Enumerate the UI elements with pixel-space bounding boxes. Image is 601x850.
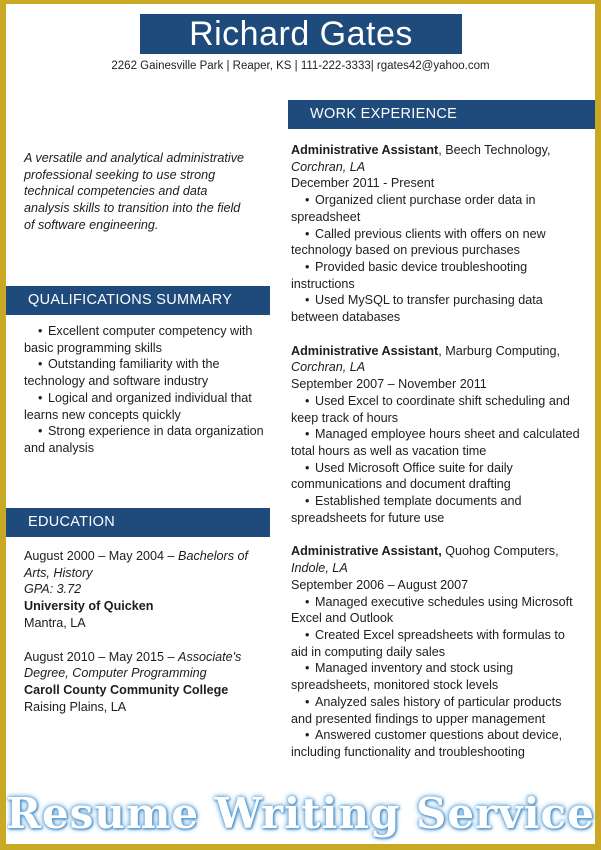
job-dates: December 2011 - Present — [291, 176, 435, 191]
list-item: • Strong experience in data organization and analysis — [24, 423, 274, 456]
job-role: Administrative Assistant, — [291, 544, 442, 559]
list-item: • Used Excel to coordinate shift scheduling and keep track of hours — [291, 393, 581, 426]
education-location: Raising Plains, LA — [24, 699, 127, 714]
qualifications-list — [24, 323, 274, 457]
job-location: Corchran, LA — [291, 159, 366, 174]
list-item: • Managed employee hours sheet and calculated total hours as well as vacation time — [291, 426, 581, 459]
job-role: Administrative Assistant — [291, 343, 439, 358]
list-item: • Analyzed sales history of particular products and presented findings to upper management — [291, 694, 581, 727]
education-dates: August 2010 – May 2015 – — [24, 649, 179, 664]
list-item: • Managed inventory and stock using spreadsheets, monitored stock levels — [291, 660, 581, 693]
education-degree: Bachelors of Arts, History — [24, 549, 249, 580]
education-entry — [24, 548, 274, 632]
watermark-text: Resume Writing Service — [6, 789, 595, 838]
job-company: , Marburg Computing, — [438, 343, 560, 358]
education-gpa: GPA: 3.72 — [24, 582, 82, 597]
list-item: • Created Excel spreadsheets with formulas to aid in computing daily sales — [291, 627, 581, 660]
job-entry — [291, 343, 581, 527]
job-location: Corchran, LA — [291, 360, 366, 375]
education-school: Caroll County Community College — [24, 682, 229, 697]
job-company: , Beech Technology, — [438, 143, 551, 157]
summary-text: A versatile and analytical administrative professional seeking to use strong technical competencies and data analysis skills to transition into the field of software engineering. — [24, 151, 245, 232]
list-item: • Used Microsoft Office suite for daily communications and document drafting — [291, 460, 581, 493]
job-entry — [291, 543, 581, 760]
list-item: • Outstanding familiarity with the technology and software industry — [24, 356, 274, 389]
name-banner: Richard Gates — [140, 14, 462, 54]
education-location: Mantra, LA — [24, 615, 86, 630]
work-heading: WORK EXPERIENCE — [288, 100, 595, 129]
job-dates: September 2006 – August 2007 — [291, 577, 469, 592]
resume-page — [6, 4, 595, 844]
job-entry — [291, 142, 581, 326]
job-location: Indole, LA — [291, 561, 348, 576]
list-item: • Logical and organized individual that learns new concepts quickly — [24, 390, 274, 423]
list-item: • Provided basic device troubleshooting instructions — [291, 259, 581, 292]
list-item: • Used MySQL to transfer purchasing data between databases — [291, 292, 581, 325]
education-dates: August 2000 – May 2004 – — [24, 549, 179, 563]
list-item: • Managed executive schedules using Microsoft Excel and Outlook — [291, 594, 581, 627]
list-item: • Answered customer questions about device, including functionality and troubleshooting — [291, 727, 581, 760]
education-school: University of Quicken — [24, 599, 154, 614]
job-dates: September 2007 – November 2011 — [291, 377, 487, 392]
education-heading: EDUCATION — [6, 508, 270, 537]
qualifications-heading: QUALIFICATIONS SUMMARY — [6, 286, 270, 315]
work-list — [291, 142, 581, 778]
list-item: • Called previous clients with offers on new technology based on previous purchases — [291, 226, 581, 259]
list-item: • Organized client purchase order data in spreadsheet — [291, 192, 581, 225]
contact-line: 2262 Gainesville Park | Reaper, KS | 111-222-3333| rgates42@yahoo.com — [111, 60, 490, 72]
education-list — [24, 548, 274, 732]
education-entry — [24, 649, 274, 716]
job-role: Administrative Assistant — [291, 143, 439, 157]
list-item: • Established template documents and spreadsheets for future use — [291, 493, 581, 526]
list-item: • Excellent computer competency with basic programming skills — [24, 323, 274, 356]
job-company: Quohog Computers, — [441, 544, 559, 559]
education-degree: Associate's Degree, Computer Programming — [24, 649, 242, 681]
